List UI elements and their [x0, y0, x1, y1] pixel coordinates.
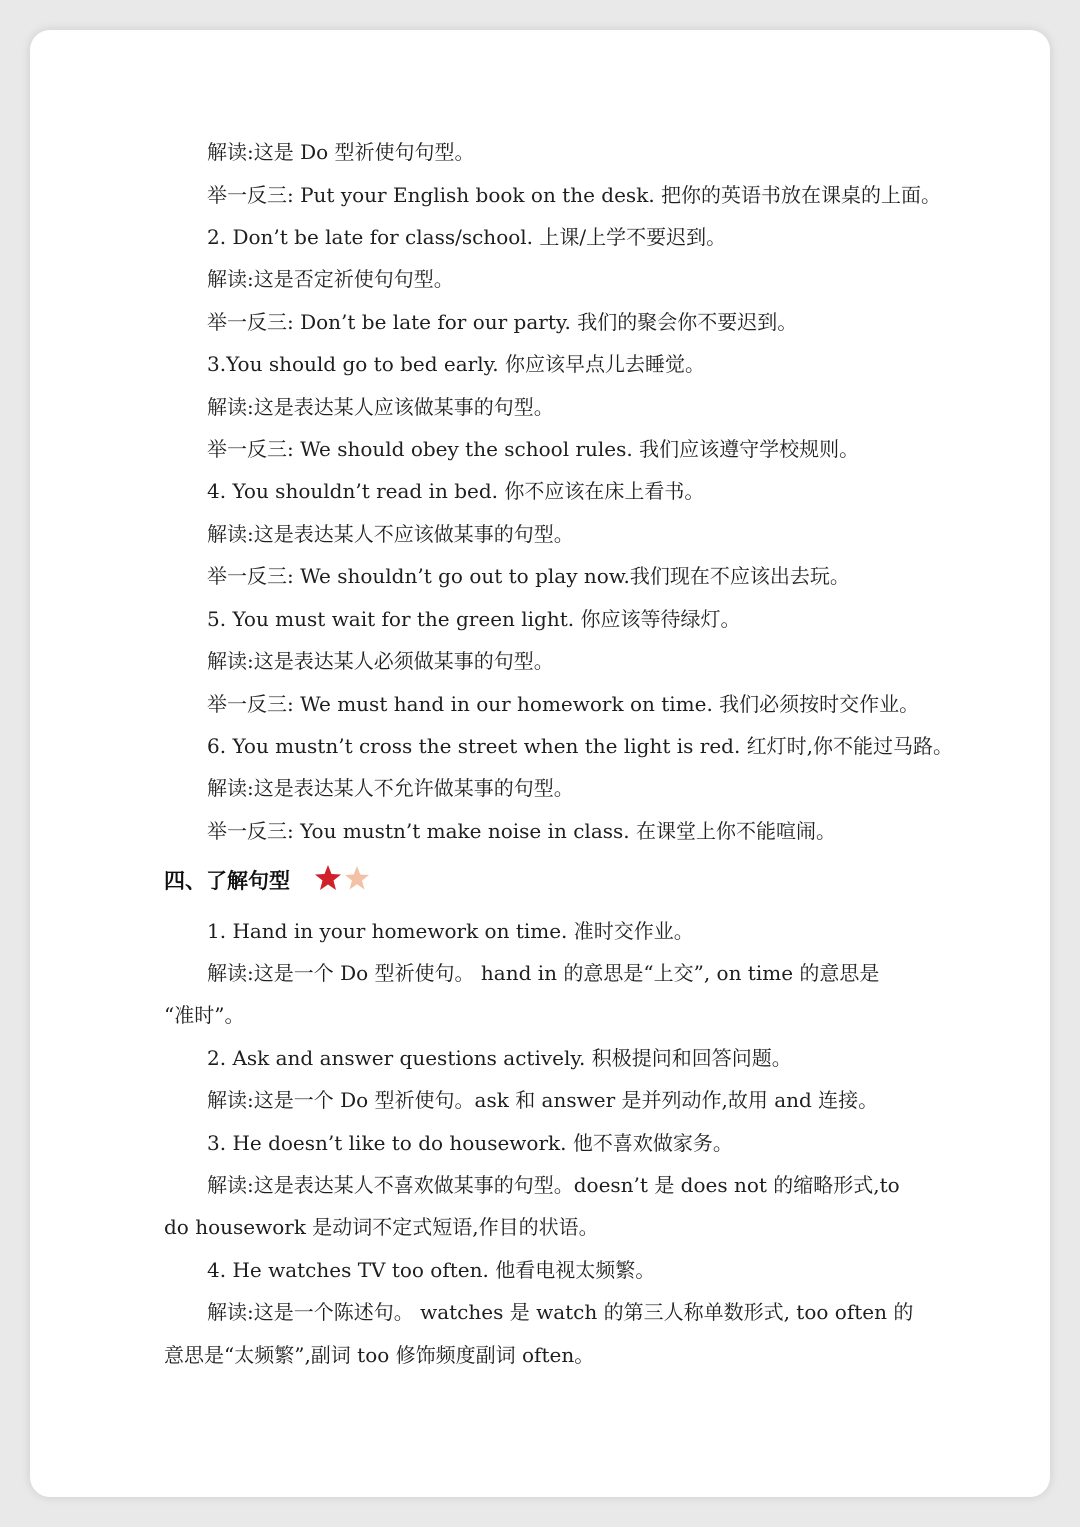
- text-line: 4. You shouldn’t read in bed. 你不应该在床上看书。: [207, 479, 705, 503]
- text-line: 解读:这是 Do 型祈使句句型。: [207, 140, 475, 164]
- text-line: 举一反三: Don’t be late for our party. 我们的聚会你不要迟到。: [207, 310, 798, 334]
- empty-star-icon: [345, 866, 369, 890]
- text-line: 解读:这是否定祈使句句型。: [207, 267, 454, 291]
- text-line: 意思是“太频繁”,副词 too 修饰频度副词 often。: [164, 1343, 595, 1367]
- text-line: 举一反三: Put your English book on the desk. 把你的英语书放在课桌的上面。: [207, 183, 942, 207]
- text-line: 解读:这是一个 Do 型祈使句。ask 和 answer 是并列动作,故用 and 连接。: [207, 1088, 879, 1112]
- rating-stars: [313, 863, 375, 893]
- text-line: 解读:这是一个陈述句。 watches 是 watch 的第三人称单数形式, too often 的: [207, 1300, 914, 1324]
- text-line: 6. You mustn’t cross the street when the light is red. 红灯时,你不能过马路。: [207, 734, 954, 758]
- text-line: 举一反三: You mustn’t make noise in class. 在课堂上你不能喧闹。: [207, 819, 836, 843]
- text-line: 1. Hand in your homework on time. 准时交作业。: [207, 919, 694, 943]
- text-line: 3. He doesn’t like to do housework. 他不喜欢做家务。: [207, 1131, 733, 1155]
- text-line: do housework 是动词不定式短语,作目的状语。: [164, 1215, 599, 1239]
- text-line: 举一反三: We should obey the school rules. 我们应该遵守学校规则。: [207, 437, 860, 461]
- text-line: 举一反三: We must hand in our homework on time. 我们必须按时交作业。: [207, 692, 920, 716]
- text-line: 5. You must wait for the green light. 你应该等待绿灯。: [207, 607, 741, 631]
- text-line: 举一反三: We shouldn’t go out to play now.我们现在不应该出去玩。: [207, 564, 850, 588]
- text-line: 解读:这是一个 Do 型祈使句。 hand in 的意思是“上交”, on time 的意思是: [207, 961, 880, 985]
- text-line: 解读:这是表达某人不应该做某事的句型。: [207, 522, 574, 546]
- document-page: [30, 30, 1050, 1497]
- star-rating-graphic: [313, 863, 375, 893]
- text-line: 解读:这是表达某人必须做某事的句型。: [207, 649, 554, 673]
- text-line: 2. Ask and answer questions actively. 积极提问和回答问题。: [207, 1046, 792, 1070]
- text-line: 2. Don’t be late for class/school. 上课/上学不要迟到。: [207, 225, 727, 249]
- text-line: 解读:这是表达某人应该做某事的句型。: [207, 395, 554, 419]
- text-line: 4. He watches TV too often. 他看电视太频繁。: [207, 1258, 656, 1282]
- section-heading: 四、了解句型: [164, 869, 290, 893]
- text-line: 3.You should go to bed early. 你应该早点儿去睡觉。: [207, 352, 705, 376]
- text-line: 解读:这是表达某人不允许做某事的句型。: [207, 776, 574, 800]
- text-line: “准时”。: [164, 1003, 245, 1027]
- filled-star-icon: [315, 865, 341, 890]
- text-line: 解读:这是表达某人不喜欢做某事的句型。doesn’t 是 does not 的缩略形式,to: [207, 1173, 900, 1197]
